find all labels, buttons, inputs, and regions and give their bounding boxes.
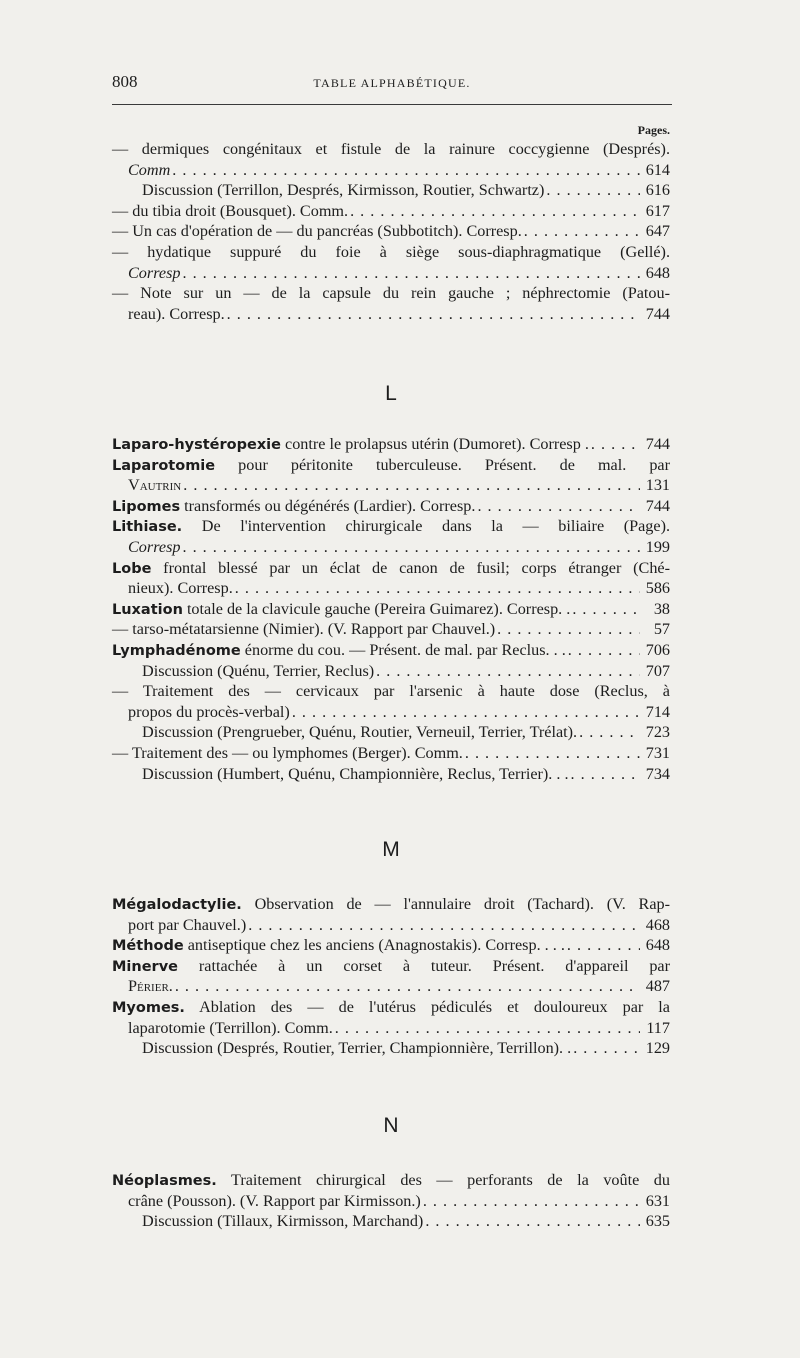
page-ref: 38 xyxy=(653,599,670,618)
page-ref: 199 xyxy=(645,537,670,556)
page-ref: 648 xyxy=(645,263,670,282)
page-ref: 631 xyxy=(645,1191,670,1210)
page-ref: 723 xyxy=(645,723,670,742)
index-line: — du tibia droit (Bousquet). Comm. . . . 617 xyxy=(112,201,670,222)
entry-keyword: Myomes. xyxy=(112,999,185,1016)
entries-L xyxy=(112,434,670,784)
index-line: Lymphadénome énorme du cou. — Présent. de mal. par Reclus. . . . . . 706 xyxy=(112,640,670,661)
index-line: Vautrin . . . 131 xyxy=(112,475,670,496)
entry-keyword: Lobe xyxy=(112,560,152,577)
index-line: propos du procès-verbal) . . . 714 xyxy=(112,702,670,723)
page-ref: 648 xyxy=(645,936,670,955)
index-line: port par Chauvel.) . . . 468 xyxy=(112,915,670,936)
section-letter: L xyxy=(385,382,397,405)
running-title: TABLE ALPHABÉTIQUE. xyxy=(313,76,471,90)
entry-keyword: Lymphadénome xyxy=(112,642,241,659)
page-ref: 117 xyxy=(646,1018,670,1037)
index-line: Lithiase. De l'intervention chirurgicale dans la — biliaire (Page). xyxy=(112,517,670,536)
section-N xyxy=(112,1114,670,1138)
page-header xyxy=(112,72,672,94)
page-ref: 57 xyxy=(653,620,670,639)
index-line: nieux). Corresp. . . . 586 xyxy=(112,578,670,599)
page-ref: 487 xyxy=(645,977,670,996)
index-line: Mégalodactylie. Observation de — l'annulaire droit (Tachard). (V. Rap- xyxy=(112,895,670,913)
page-ref: 131 xyxy=(645,476,670,495)
index-line: Discussion (Tillaux, Kirmisson, Marchand) . . . 635 xyxy=(112,1211,670,1232)
index-line: — Un cas d'opération de — du pancréas (Subbotitch). Corresp. . . . 647 xyxy=(112,221,670,242)
index-line: Laparo-hystéropexie contre le prolapsus utérin (Dumoret). Corresp . . . . 744 xyxy=(112,434,670,455)
index-line: — Note sur un — de la capsule du rein gauche ; néphrectomie (Patou- xyxy=(112,284,670,303)
page-ref: 468 xyxy=(645,915,670,934)
index-line: reau). Corresp. . . . 744 xyxy=(112,304,670,325)
index-line: Luxation totale de la clavicule gauche (Pereira Guimarez). Corresp. . . . . 38 xyxy=(112,599,670,620)
page-ref: 129 xyxy=(645,1039,670,1058)
page-ref: 744 xyxy=(645,304,670,323)
entry-keyword: Luxation xyxy=(112,601,183,618)
page-ref: 744 xyxy=(645,496,670,515)
index-line: Laparotomie pour péritonite tuberculeuse. Présent. de mal. par xyxy=(112,455,670,474)
page-ref: 647 xyxy=(645,222,670,241)
section-letter: M xyxy=(382,838,400,861)
index-line: Lipomes transformés ou dégénérés (Lardier). Corresp. . . . 744 xyxy=(112,496,670,517)
section-letter: N xyxy=(383,1114,399,1137)
page-ref: 635 xyxy=(645,1212,670,1231)
entries-M xyxy=(112,894,670,1059)
page-ref: 616 xyxy=(645,181,670,200)
section-L xyxy=(112,382,670,406)
index-line: Comm . . . 614 xyxy=(112,160,670,181)
entry-keyword: Lithiase. xyxy=(112,519,183,536)
entry-keyword: Néoplasmes. xyxy=(112,1173,217,1189)
entry-keyword: Minerve xyxy=(112,958,178,975)
entries-N xyxy=(112,1170,670,1232)
index-line: Discussion (Prengrueber, Quénu, Routier, Verneuil, Terrier, Trélat). . . . 723 xyxy=(112,722,670,743)
index-line: — dermiques congénitaux et fistule de la rainure coccygienne (Després). xyxy=(112,140,670,158)
entry-keyword: Méthode xyxy=(112,938,184,955)
entry-keyword: Laparotomie xyxy=(112,457,216,474)
index-line: Lobe frontal blessé par un éclat de canon de fusil; corps étranger (Ché- xyxy=(112,558,670,577)
header-rule xyxy=(112,104,672,105)
index-line: Myomes. Ablation des — de l'utérus pédiculés et douloureux par la xyxy=(112,997,670,1016)
index-line: Périer. . . . 487 xyxy=(112,976,670,997)
index-line: Discussion (Terrillon, Després, Kirmisson, Routier, Schwartz) . . . 616 xyxy=(112,180,670,201)
index-line: Corresp . . . 199 xyxy=(112,537,670,558)
page-ref: 586 xyxy=(645,579,670,598)
page-ref: 707 xyxy=(645,661,670,680)
page-ref: 731 xyxy=(645,743,670,762)
index-line: Minerve rattachée à un corset à tuteur. Présent. d'appareil par xyxy=(112,956,670,975)
page-ref: 706 xyxy=(645,640,670,659)
page-ref: 714 xyxy=(645,702,670,721)
index-line: — hydatique suppuré du foie à siège sous-diaphragmatique (Gellé). xyxy=(112,242,670,261)
section-M xyxy=(112,838,670,862)
page-ref: 734 xyxy=(645,764,670,783)
index-line: laparotomie (Terrillon). Comm. . . . 117 xyxy=(112,1018,670,1039)
page-ref: 744 xyxy=(645,435,670,453)
index-line: Méthode antiseptique chez les anciens (Anagnostakis). Corresp. . . . . . . 648 xyxy=(112,935,670,956)
index-line: Discussion (Humbert, Quénu, Championnière, Reclus, Terrier). . . . . . 734 xyxy=(112,764,670,785)
section-continued xyxy=(112,122,670,324)
index-line: — Traitement des — ou lymphomes (Berger). Comm. . . . 731 xyxy=(112,743,670,764)
index-line: — tarso-métatarsienne (Nimier). (V. Rapport par Chauvel.) . . . 57 xyxy=(112,619,670,640)
pages-column-label: Pages. xyxy=(637,123,670,137)
index-line: Néoplasmes. Traitement chirurgical des — perforants de la voûte du xyxy=(112,1171,670,1189)
entry-keyword: Lipomes xyxy=(112,498,181,515)
page-ref: 614 xyxy=(645,160,670,179)
index-line: crâne (Pousson). (V. Rapport par Kirmisson.) . . . 631 xyxy=(112,1191,670,1212)
entry-keyword: Laparo-hystéropexie xyxy=(112,437,281,453)
index-line: Corresp . . . 648 xyxy=(112,263,670,284)
page-ref: 617 xyxy=(645,201,670,220)
index-line: Discussion (Quénu, Terrier, Reclus) . . . 707 xyxy=(112,661,670,682)
index-line: Discussion (Després, Routier, Terrier, Championnière, Terrillon). . . . . 129 xyxy=(112,1038,670,1059)
page-number: 808 xyxy=(112,72,138,91)
entry-keyword: Mégalodactylie. xyxy=(112,897,242,913)
index-line: — Traitement des — cervicaux par l'arsenic à haute dose (Reclus, à xyxy=(112,682,670,701)
